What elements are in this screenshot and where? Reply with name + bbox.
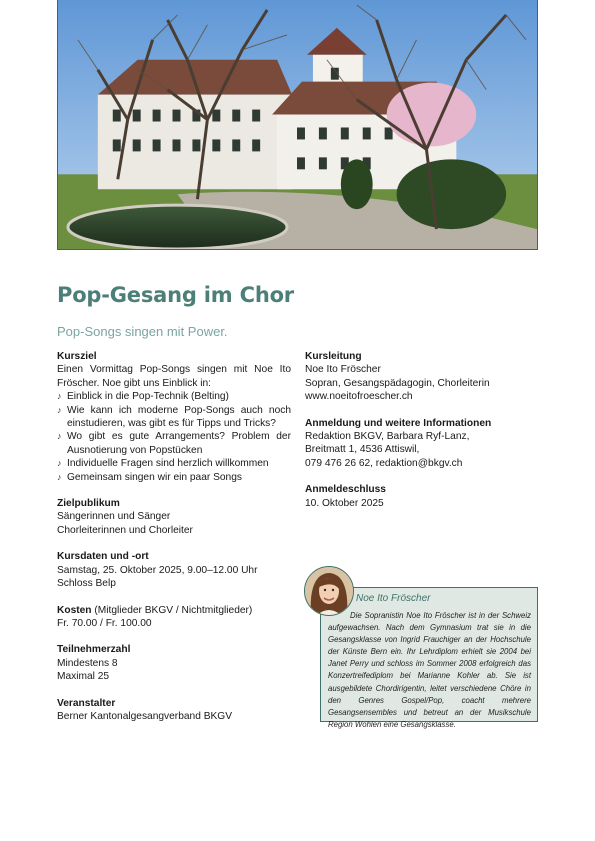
bio-name: Noe Ito Fröscher: [356, 593, 431, 604]
section-kursleitung: [305, 350, 538, 404]
kursdaten-heading: Kursdaten und -ort: [57, 551, 149, 563]
zielpublikum-line: Chorleiterinnen und Chorleiter: [57, 524, 193, 536]
list-item: ♪ Wie kann ich moderne Pop-Songs auch noch einstudieren, was gibt es für Tipps und Tricks?: [57, 404, 291, 430]
kosten-heading-row: [57, 604, 291, 617]
anmeldeschluss-date: 10. Oktober 2025: [305, 497, 384, 509]
kursleitung-name: Noe Ito Fröscher: [305, 364, 381, 376]
page-title: Pop-Gesang im Chor: [57, 283, 294, 307]
list-item: ♪ Wo gibt es gute Arrangements? Problem der Ausnotierung von Popstücken: [57, 431, 291, 456]
teilnehmer-heading: Teilnehmerzahl: [57, 644, 131, 656]
veranstalter-name: Berner Kantonalgesangverband BKGV: [57, 710, 233, 722]
kursziel-bullet-list: [57, 390, 291, 484]
list-item: ♪ Einblick in die Pop-Technik (Belting): [57, 391, 229, 403]
left-column: [57, 350, 291, 736]
section-kursziel: [57, 350, 291, 484]
music-note-icon: ♪: [57, 458, 62, 469]
zielpublikum-line: Sängerinnen und Sänger: [57, 511, 171, 523]
right-column: [305, 350, 538, 523]
anmeldung-line: Breitmatt 1, 4536 Attiswil,: [305, 444, 420, 456]
kursziel-text: Einen Vormittag Pop-Songs singen mit Noe Ito Fröscher. Noe gibt uns Einblick in:: [57, 364, 291, 389]
list-item: ♪ Gemeinsam singen wir ein paar Songs: [57, 471, 242, 483]
avatar: [304, 566, 354, 616]
section-teilnehmerzahl: [57, 643, 291, 683]
music-note-icon: ♪: [57, 404, 62, 415]
music-note-icon: ♪: [57, 391, 62, 402]
kursleitung-website-link[interactable]: www.noeitofroescher.ch: [305, 391, 413, 403]
section-anmeldung: [305, 417, 538, 471]
kursziel-heading: Kursziel: [57, 351, 97, 362]
anmeldeschluss-heading: Anmeldeschluss: [305, 484, 386, 496]
kursdaten-location: Schloss Belp: [57, 578, 116, 590]
kosten-heading: Kosten: [57, 604, 92, 616]
anmeldung-contact[interactable]: 079 476 26 62, redaktion@bkgv.ch: [305, 457, 463, 469]
teilnehmer-min: Mindestens 8: [57, 657, 118, 669]
hero-image-schloss-belp: [57, 0, 538, 250]
section-kursdaten: [57, 550, 291, 590]
music-note-icon: ♪: [57, 471, 62, 482]
anmeldung-line: Redaktion BKGV, Barbara Ryf-Lanz,: [305, 431, 470, 443]
kursleitung-role: Sopran, Gesangspädagogin, Chorleiterin: [305, 377, 490, 389]
kursdaten-date: Samstag, 25. Oktober 2025, 9.00–12.00 Uhr: [57, 564, 258, 576]
list-item: ♪ Individuelle Fragen sind herzlich willkommen: [57, 458, 269, 470]
kosten-heading-note: (Mitglieder BKGV / Nichtmitglieder): [91, 604, 253, 616]
section-zielpublikum: [57, 497, 291, 537]
veranstalter-heading: Veranstalter: [57, 697, 116, 709]
section-anmeldeschluss: [305, 483, 538, 510]
bio-text: Die Sopranistin Noe Ito Fröscher ist in der Schweiz aufgewachsen. Nach dem Gymnasium trat sie in die Gesangsklasse von Ingrid Frauchiger an der Hochschule der Künste Bern ein. Ihr Lehrdiplom erhielt sie 2004 bei Janet Perry und schloss im Sommer 2008 erfolgreich das Konzertreifediplom bei Marianne Kohler ab. Sie ist ausgebildete Chordirigentin, leitet verschiedene Chöre in den Genres Gospel/Pop, coacht mehrere Gesangsensembles und betreut an der Musikschule Region Wohlen eine Gesangsklasse.: [328, 611, 531, 729]
bio-box: [320, 587, 538, 729]
section-kosten: [57, 604, 291, 631]
section-veranstalter: [57, 697, 291, 724]
teilnehmer-max: Maximal 25: [57, 671, 110, 683]
music-note-icon: ♪: [57, 431, 62, 442]
page-subtitle: Pop-Songs singen mit Power.: [57, 324, 228, 339]
anmeldung-heading: Anmeldung und weitere Informationen: [305, 417, 492, 429]
zielpublikum-heading: Zielpublikum: [57, 498, 120, 510]
kursleitung-heading: Kursleitung: [305, 351, 362, 362]
kosten-value: Fr. 70.00 / Fr. 100.00: [57, 617, 152, 629]
